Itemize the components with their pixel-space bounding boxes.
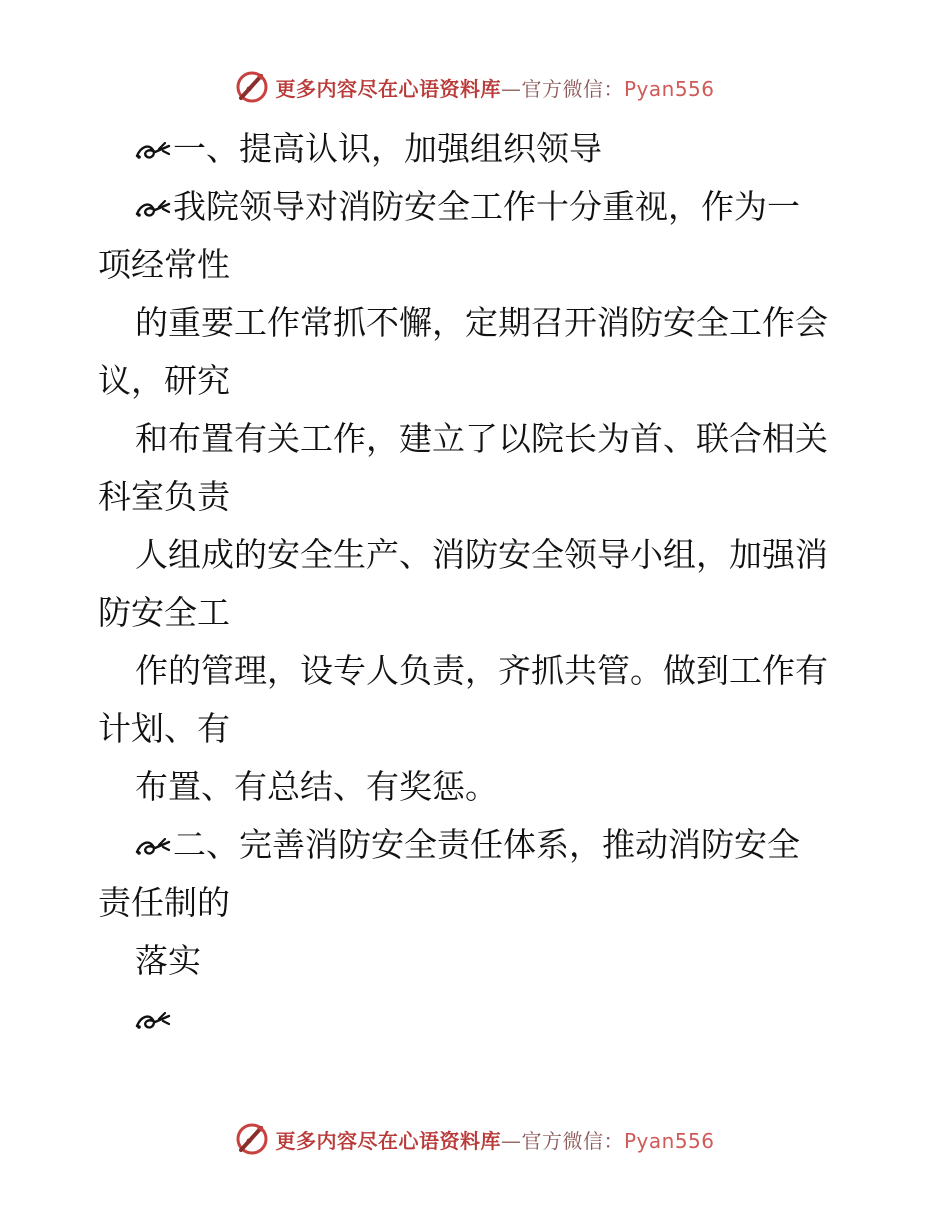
- document-line-text: 科室负责: [98, 477, 230, 516]
- document-line-text: 我院领导对消防安全工作十分重视，作为一: [173, 187, 800, 226]
- flourish-bullet-icon: [135, 140, 171, 162]
- document-line: [98, 874, 858, 932]
- document-line: [98, 584, 858, 642]
- document-line: [98, 120, 858, 178]
- document-line: [98, 468, 858, 526]
- document-line-text: 责任制的: [98, 883, 230, 922]
- document-line-text: 一、提高认识，加强组织领导: [173, 129, 602, 168]
- document-line: [98, 526, 858, 584]
- flourish-bullet-icon: [135, 1010, 171, 1032]
- document-line-text: 计划、有: [98, 709, 230, 748]
- document-line: [98, 236, 858, 294]
- document-line-text: 落实: [135, 941, 201, 980]
- document-line: [98, 410, 858, 468]
- document-line-text: 项经常性: [98, 245, 230, 284]
- document-line-text: 和布置有关工作，建立了以院长为首、联合相关: [135, 419, 828, 458]
- document-line: [98, 352, 858, 410]
- pen-logo-icon: [235, 70, 269, 104]
- header-banner: [0, 70, 950, 104]
- flourish-bullet-icon: [135, 836, 171, 858]
- document-line: [98, 642, 858, 700]
- document-line: [98, 932, 858, 990]
- footer-banner-text: 更多内容尽在心语资料库—官方微信：Pyan556: [275, 1128, 715, 1153]
- document-line-text: 二、完善消防安全责任体系，推动消防安全: [173, 825, 800, 864]
- header-banner-text: 更多内容尽在心语资料库—官方微信：Pyan556: [275, 76, 715, 101]
- document-line: [98, 816, 858, 874]
- document-line-text: 防安全工: [98, 593, 230, 632]
- document-line: [98, 758, 858, 816]
- document-line: [98, 294, 858, 352]
- document-line: [98, 990, 858, 1048]
- document-line-text: 的重要工作常抓不懈，定期召开消防安全工作会: [135, 303, 828, 342]
- document-line-text: 作的管理，设专人负责，齐抓共管。做到工作有: [135, 651, 828, 690]
- document-line-text: 人组成的安全生产、消防安全领导小组，加强消: [135, 535, 828, 574]
- document-line-text: 布置、有总结、有奖惩。: [135, 767, 498, 806]
- footer-banner: [0, 1122, 950, 1156]
- document-body: [98, 120, 858, 1048]
- document-line-text: 议，研究: [98, 361, 230, 400]
- flourish-bullet-icon: [135, 198, 171, 220]
- document-line: [98, 178, 858, 236]
- document-line: [98, 700, 858, 758]
- pen-logo-icon: [235, 1122, 269, 1156]
